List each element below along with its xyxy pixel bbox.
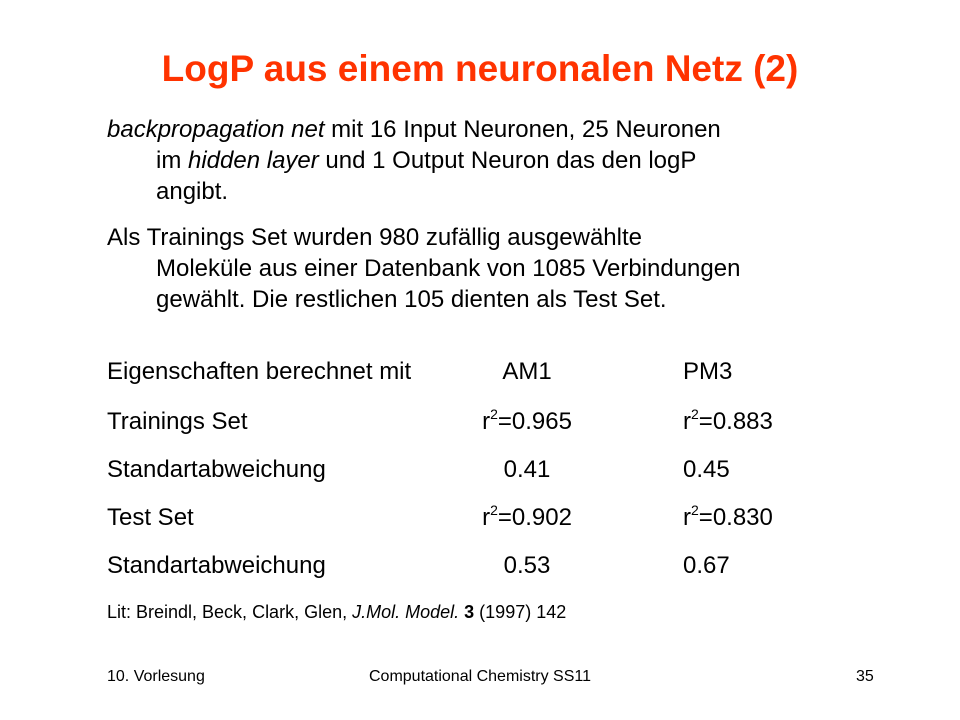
table-row <box>107 456 867 490</box>
table-row <box>107 552 867 586</box>
pm3-value: 0.45 <box>683 456 730 483</box>
am1-value: 0.53 <box>503 552 551 579</box>
footer-lecture: 10. Vorlesung <box>107 668 205 685</box>
row-label: Trainings Set <box>107 408 248 435</box>
paragraph-line: angibt. <box>156 178 229 205</box>
pm3-value: $r^2=0.830$ <box>683 502 773 531</box>
row-label: Standartabweichung <box>107 552 326 579</box>
paragraph-line: backpropagation net mit 16 Input Neuronen, 25 Neuronen <box>107 116 721 143</box>
journal-name: J.Mol. Model. <box>352 602 460 622</box>
italic-term: hidden layer <box>188 147 319 174</box>
table-row <box>107 408 867 442</box>
literature-reference: Lit: Breindl, Beck, Clark, Glen, J.Mol. Model. 3 (1997) 142 <box>107 602 567 622</box>
paragraph-line: Als Trainings Set wurden 980 zufällig ausgewählte <box>107 224 642 251</box>
table-header-row <box>107 358 867 392</box>
footer-page-number: 35 <box>856 668 874 685</box>
footer-course: Computational Chemistry SS11 <box>368 668 592 685</box>
paragraph-line: gewählt. Die restlichen 105 dienten als Test Set. <box>156 286 667 313</box>
table-header-pm3: PM3 <box>683 358 733 385</box>
slide-title: LogP aus einem neuronalen Netz (2) <box>161 48 799 89</box>
paragraph-training-set <box>107 222 740 315</box>
table-header-am1: AM1 <box>502 358 552 385</box>
paragraph-line: Moleküle aus einer Datenbank von 1085 Verbindungen <box>156 255 741 282</box>
am1-value: $r^2=0.965$ <box>482 406 572 435</box>
table-header-label: Eigenschaften berechnet mit <box>107 358 412 385</box>
volume-number: 3 <box>464 602 475 622</box>
paragraph-network-description <box>107 114 721 207</box>
paragraph-line: im hidden layer und 1 Output Neuron das den logP <box>156 147 697 174</box>
row-label: Test Set <box>107 504 194 531</box>
row-label: Standartabweichung <box>107 456 326 483</box>
am1-value: 0.41 <box>503 456 551 483</box>
table-row <box>107 504 867 538</box>
italic-term: backpropagation net <box>107 116 325 143</box>
am1-value: $r^2=0.902$ <box>482 502 572 531</box>
pm3-value: $r^2=0.883$ <box>683 406 773 435</box>
pm3-value: 0.67 <box>683 552 730 579</box>
